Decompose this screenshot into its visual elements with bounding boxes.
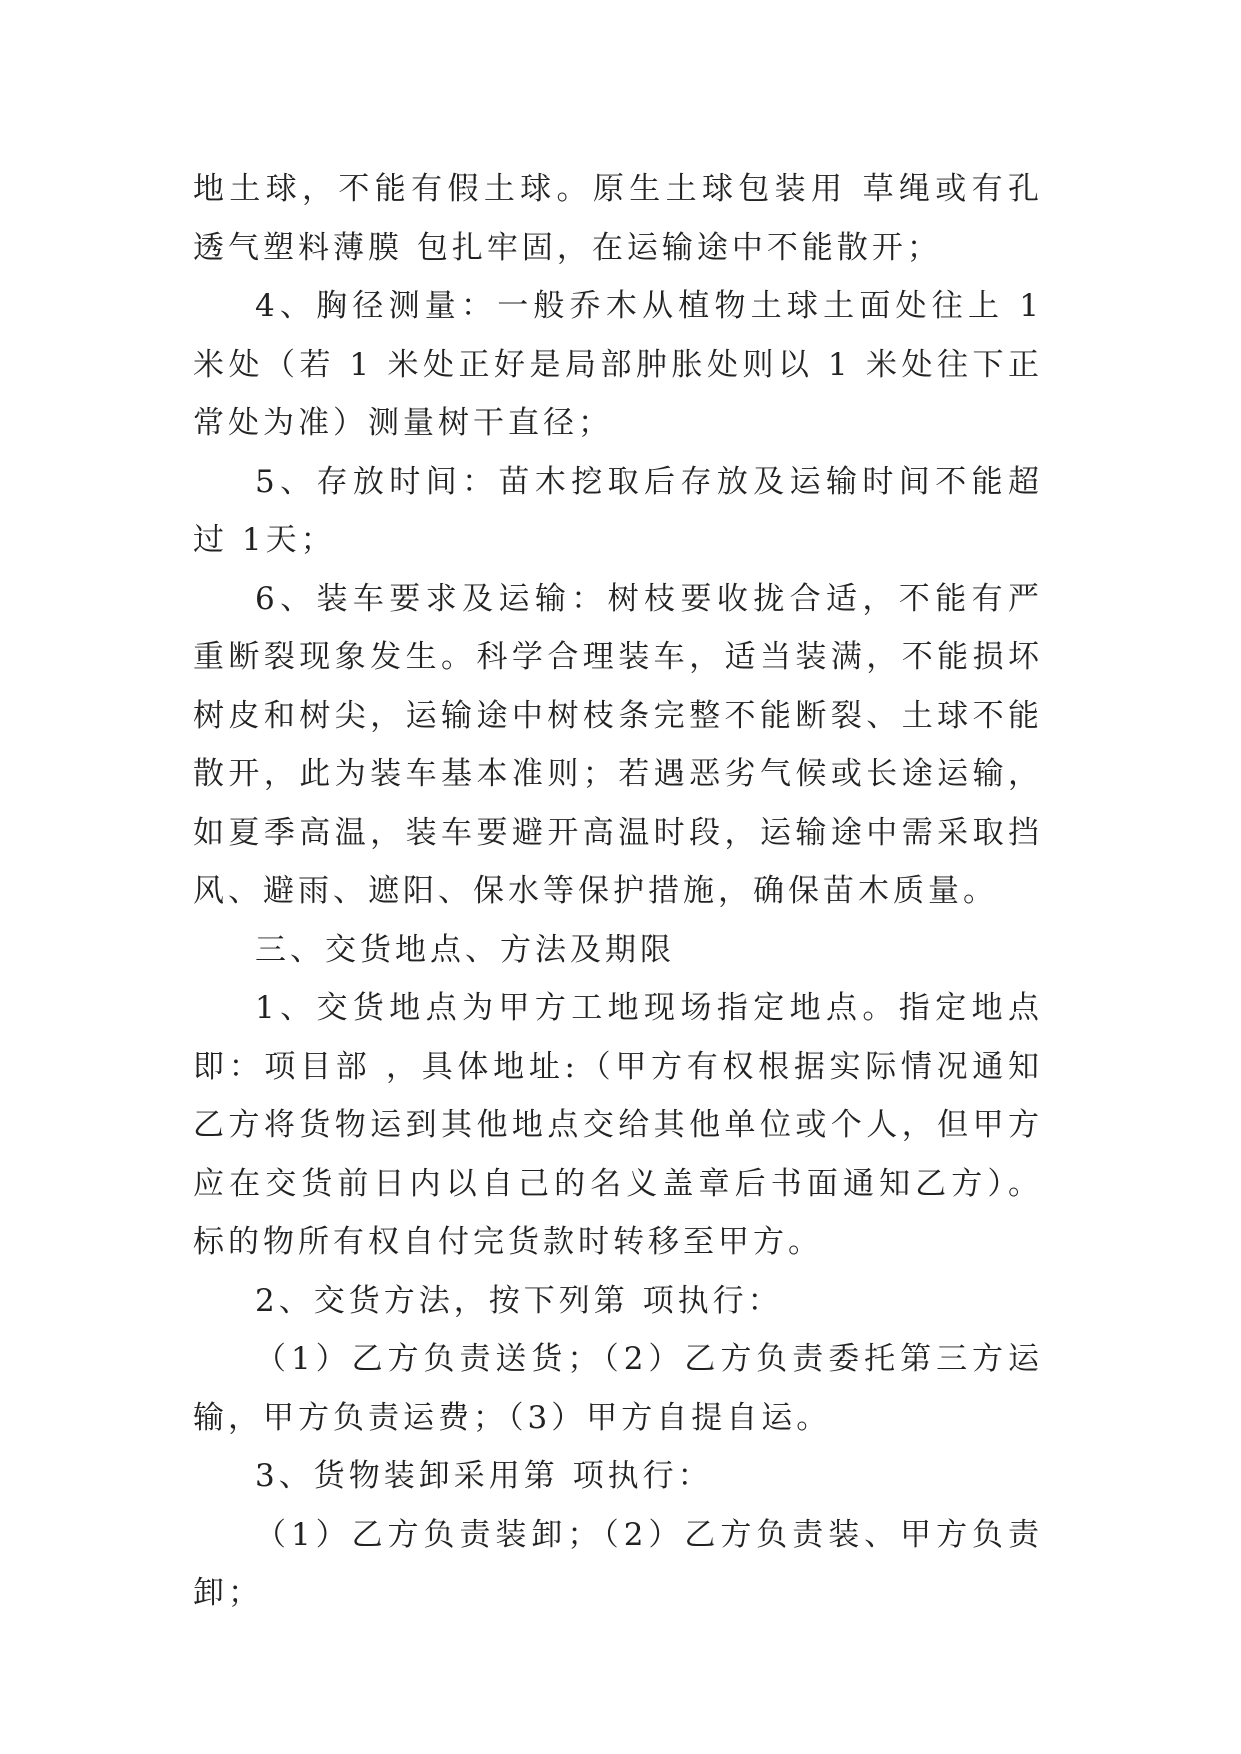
paragraph-item-5-storage-time: 5、存放时间：苗木挖取后存放及运输时间不能超过 1天；	[193, 463, 1043, 558]
paragraph-item-3-loading-unloading: 3、货物装卸采用第 项执行：	[255, 1458, 713, 1494]
paragraph-item-1-delivery-location: 1、交货地点为甲方工地现场指定地点。指定地点即：项目部 ，具体地址:（甲方有权根据实际情况通知乙方将货物运到其他地点交给其他单位或个人，但甲方应在交货前日内以自己的名义盖章后书面通知乙方）。标的物所有权自付完货款时转移至甲方。	[193, 990, 1043, 1260]
paragraph-soil-ball-continuation: 地土球，不能有假土球。原生土球包装用 草绳或有孔透气塑料薄膜 包扎牢固，在运输途中不能散开；	[193, 171, 1043, 266]
paragraph-item-6-loading-transport: 6、装车要求及运输：树枝要收拢合适，不能有严重断裂现象发生。科学合理装车，适当装满，不能损坏树皮和树尖，运输途中树枝条完整不能断裂、土球不能散开，此为装车基本准则；若遇恶劣气候或长途运输，如夏季高温，装车要避开高温时段，运输途中需采取挡风、避雨、遮阳、保水等保护措施，确保苗木质量。	[193, 580, 1043, 909]
paragraph-item-2-delivery-method: 2、交货方法，按下列第 项执行：	[255, 1282, 783, 1319]
paragraph-loading-options: （1）乙方负责装卸；（2）乙方负责装、甲方负责卸；	[193, 1516, 1043, 1611]
paragraph-delivery-options: （1）乙方负责送货；（2）乙方负责委托第三方运输，甲方负责运费；（3）甲方自提自运。	[193, 1341, 1043, 1436]
document-body	[193, 160, 1043, 1623]
section-heading-delivery: 三、交货地点、方法及期限	[255, 931, 675, 968]
paragraph-item-4-dbh-measurement: 4、胸径测量：一般乔木从植物土球土面处往上 1 米处（若 1 米处正好是局部肿胀处则以 1 米处往下正常处为准）测量树干直径；	[193, 288, 1043, 441]
